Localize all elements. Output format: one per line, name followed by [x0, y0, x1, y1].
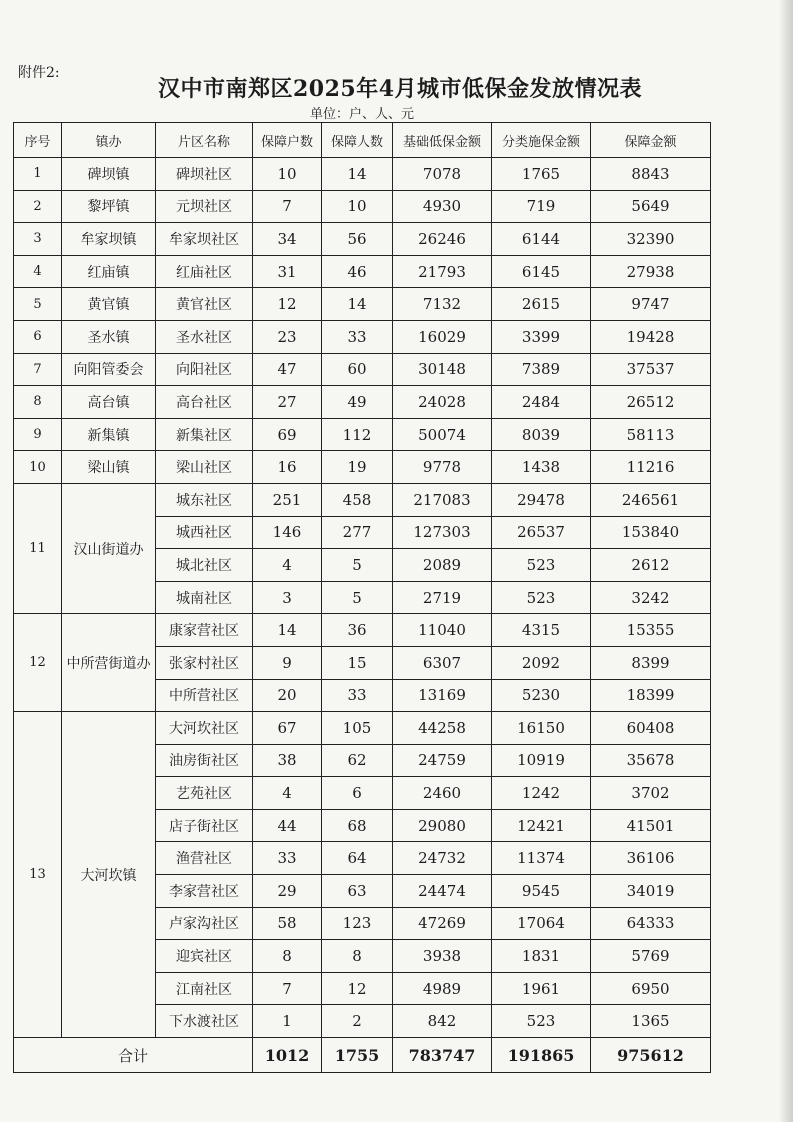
households-cell: 20 — [253, 679, 322, 712]
classified-amount-cell: 5230 — [492, 679, 591, 712]
header-cell: 分类施保金额 — [492, 123, 591, 158]
town-cell: 中所营街道办 — [62, 614, 156, 712]
table-row — [14, 353, 711, 386]
persons-cell: 12 — [322, 972, 393, 1005]
table-row — [14, 255, 711, 288]
header-cell: 镇办 — [62, 123, 156, 158]
total-amount-cell: 11216 — [591, 451, 711, 484]
classified-amount-cell: 29478 — [492, 483, 591, 516]
serial-number-cell: 2 — [14, 190, 62, 223]
households-cell: 69 — [253, 418, 322, 451]
persons-cell: 33 — [322, 679, 393, 712]
classified-amount-cell: 6145 — [492, 255, 591, 288]
table-row — [14, 190, 711, 223]
town-cell: 新集镇 — [62, 418, 156, 451]
households-cell: 44 — [253, 809, 322, 842]
header-cell: 保障金额 — [591, 123, 711, 158]
serial-number-cell: 9 — [14, 418, 62, 451]
persons-cell: 64 — [322, 842, 393, 875]
total-households: 1012 — [253, 1038, 322, 1073]
total-amount-cell: 1365 — [591, 1005, 711, 1038]
town-cell: 黎坪镇 — [62, 190, 156, 223]
base-amount-cell: 842 — [393, 1005, 492, 1038]
classified-amount-cell: 8039 — [492, 418, 591, 451]
total-amount-cell: 8843 — [591, 158, 711, 191]
serial-number-cell: 12 — [14, 614, 62, 712]
area-name-cell: 黄官社区 — [156, 288, 253, 321]
header-cell: 片区名称 — [156, 123, 253, 158]
unit-label: 单位：户、人、元 — [310, 107, 415, 122]
base-amount-cell: 3938 — [393, 940, 492, 973]
households-cell: 33 — [253, 842, 322, 875]
total-amount-cell: 153840 — [591, 516, 711, 549]
table-row — [14, 614, 711, 647]
base-amount-cell: 24474 — [393, 875, 492, 908]
area-name-cell: 城东社区 — [156, 483, 253, 516]
persons-cell: 68 — [322, 809, 393, 842]
total-amount-cell: 6950 — [591, 972, 711, 1005]
total-amount-cell: 26512 — [591, 386, 711, 419]
persons-cell: 15 — [322, 646, 393, 679]
households-cell: 29 — [253, 875, 322, 908]
base-amount-cell: 26246 — [393, 223, 492, 256]
persons-cell: 14 — [322, 158, 393, 191]
persons-cell: 14 — [322, 288, 393, 321]
total-amount-cell: 58113 — [591, 418, 711, 451]
classified-amount-cell: 1438 — [492, 451, 591, 484]
table-row — [14, 451, 711, 484]
households-cell: 38 — [253, 744, 322, 777]
area-name-cell: 碑坝社区 — [156, 158, 253, 191]
base-amount-cell: 9778 — [393, 451, 492, 484]
persons-cell: 277 — [322, 516, 393, 549]
persons-cell: 5 — [322, 549, 393, 582]
base-amount-cell: 47269 — [393, 907, 492, 940]
households-cell: 8 — [253, 940, 322, 973]
persons-cell: 60 — [322, 353, 393, 386]
base-amount-cell: 21793 — [393, 255, 492, 288]
area-name-cell: 高台社区 — [156, 386, 253, 419]
classified-amount-cell: 523 — [492, 1005, 591, 1038]
serial-number-cell: 6 — [14, 320, 62, 353]
households-cell: 47 — [253, 353, 322, 386]
base-amount-cell: 4930 — [393, 190, 492, 223]
persons-cell: 105 — [322, 712, 393, 745]
area-name-cell: 迎宾社区 — [156, 940, 253, 973]
serial-number-cell: 10 — [14, 451, 62, 484]
total-amount-cell: 37537 — [591, 353, 711, 386]
classified-amount-cell: 7389 — [492, 353, 591, 386]
area-name-cell: 渔营社区 — [156, 842, 253, 875]
persons-cell: 63 — [322, 875, 393, 908]
serial-number-cell: 5 — [14, 288, 62, 321]
base-amount-cell: 13169 — [393, 679, 492, 712]
households-cell: 7 — [253, 972, 322, 1005]
area-name-cell: 大河坎社区 — [156, 712, 253, 745]
classified-amount-cell: 523 — [492, 581, 591, 614]
base-amount-cell: 7078 — [393, 158, 492, 191]
header-cell: 基础低保金额 — [393, 123, 492, 158]
town-cell: 大河坎镇 — [62, 712, 156, 1038]
area-name-cell: 卢家沟社区 — [156, 907, 253, 940]
households-cell: 23 — [253, 320, 322, 353]
base-amount-cell: 6307 — [393, 646, 492, 679]
base-amount-cell: 30148 — [393, 353, 492, 386]
serial-number-cell: 7 — [14, 353, 62, 386]
persons-cell: 33 — [322, 320, 393, 353]
classified-amount-cell: 3399 — [492, 320, 591, 353]
table-row — [14, 483, 711, 516]
total-amount-cell: 32390 — [591, 223, 711, 256]
header-cell: 保障人数 — [322, 123, 393, 158]
base-amount-cell: 24028 — [393, 386, 492, 419]
classified-amount-cell: 2615 — [492, 288, 591, 321]
area-name-cell: 李家营社区 — [156, 875, 253, 908]
attachment-label: 附件2: — [18, 65, 60, 81]
table-row — [14, 158, 711, 191]
base-amount-cell: 24759 — [393, 744, 492, 777]
households-cell: 12 — [253, 288, 322, 321]
persons-cell: 123 — [322, 907, 393, 940]
classified-amount-cell: 17064 — [492, 907, 591, 940]
serial-number-cell: 4 — [14, 255, 62, 288]
base-amount-cell: 217083 — [393, 483, 492, 516]
town-cell: 汉山街道办 — [62, 483, 156, 613]
households-cell: 27 — [253, 386, 322, 419]
classified-amount-cell: 10919 — [492, 744, 591, 777]
total-base: 783747 — [393, 1038, 492, 1073]
classified-amount-cell: 1961 — [492, 972, 591, 1005]
total-amount-cell: 3702 — [591, 777, 711, 810]
persons-cell: 19 — [322, 451, 393, 484]
table-row — [14, 288, 711, 321]
base-amount-cell: 16029 — [393, 320, 492, 353]
area-name-cell: 新集社区 — [156, 418, 253, 451]
serial-number-cell: 11 — [14, 483, 62, 613]
households-cell: 3 — [253, 581, 322, 614]
base-amount-cell: 29080 — [393, 809, 492, 842]
classified-amount-cell: 26537 — [492, 516, 591, 549]
households-cell: 1 — [253, 1005, 322, 1038]
town-cell: 梁山镇 — [62, 451, 156, 484]
table-row — [14, 320, 711, 353]
persons-cell: 8 — [322, 940, 393, 973]
area-name-cell: 油房街社区 — [156, 744, 253, 777]
persons-cell: 458 — [322, 483, 393, 516]
persons-cell: 2 — [322, 1005, 393, 1038]
classified-amount-cell: 9545 — [492, 875, 591, 908]
total-amount: 975612 — [591, 1038, 711, 1073]
table-row — [14, 418, 711, 451]
area-name-cell: 江南社区 — [156, 972, 253, 1005]
total-amount-cell: 19428 — [591, 320, 711, 353]
persons-cell: 10 — [322, 190, 393, 223]
base-amount-cell: 2719 — [393, 581, 492, 614]
base-amount-cell: 127303 — [393, 516, 492, 549]
classified-amount-cell: 6144 — [492, 223, 591, 256]
area-name-cell: 梁山社区 — [156, 451, 253, 484]
persons-cell: 62 — [322, 744, 393, 777]
classified-amount-cell: 523 — [492, 549, 591, 582]
area-name-cell: 康家营社区 — [156, 614, 253, 647]
persons-cell: 5 — [322, 581, 393, 614]
area-name-cell: 艺苑社区 — [156, 777, 253, 810]
households-cell: 4 — [253, 777, 322, 810]
households-cell: 251 — [253, 483, 322, 516]
total-amount-cell: 3242 — [591, 581, 711, 614]
header-cell: 序号 — [14, 123, 62, 158]
area-name-cell: 中所营社区 — [156, 679, 253, 712]
households-cell: 10 — [253, 158, 322, 191]
base-amount-cell: 24732 — [393, 842, 492, 875]
base-amount-cell: 44258 — [393, 712, 492, 745]
table-row — [14, 712, 711, 745]
persons-cell: 56 — [322, 223, 393, 256]
classified-amount-cell: 1242 — [492, 777, 591, 810]
classified-amount-cell: 12421 — [492, 809, 591, 842]
classified-amount-cell: 1831 — [492, 940, 591, 973]
households-cell: 9 — [253, 646, 322, 679]
serial-number-cell: 3 — [14, 223, 62, 256]
classified-amount-cell: 4315 — [492, 614, 591, 647]
total-amount-cell: 246561 — [591, 483, 711, 516]
total-amount-cell: 15355 — [591, 614, 711, 647]
persons-cell: 6 — [322, 777, 393, 810]
table-body — [14, 158, 711, 1038]
households-cell: 34 — [253, 223, 322, 256]
total-label: 合计 — [14, 1038, 253, 1073]
serial-number-cell: 8 — [14, 386, 62, 419]
households-cell: 31 — [253, 255, 322, 288]
persons-cell: 36 — [322, 614, 393, 647]
town-cell: 向阳管委会 — [62, 353, 156, 386]
total-row — [14, 1038, 711, 1073]
total-amount-cell: 5649 — [591, 190, 711, 223]
town-cell: 黄官镇 — [62, 288, 156, 321]
total-amount-cell: 34019 — [591, 875, 711, 908]
area-name-cell: 城西社区 — [156, 516, 253, 549]
town-cell: 红庙镇 — [62, 255, 156, 288]
area-name-cell: 店子街社区 — [156, 809, 253, 842]
total-classified: 191865 — [492, 1038, 591, 1073]
total-amount-cell: 8399 — [591, 646, 711, 679]
households-cell: 67 — [253, 712, 322, 745]
base-amount-cell: 50074 — [393, 418, 492, 451]
area-name-cell: 下水渡社区 — [156, 1005, 253, 1038]
total-amount-cell: 35678 — [591, 744, 711, 777]
households-cell: 146 — [253, 516, 322, 549]
table-row — [14, 223, 711, 256]
scan-edge — [779, 0, 793, 1122]
households-cell: 4 — [253, 549, 322, 582]
total-amount-cell: 2612 — [591, 549, 711, 582]
serial-number-cell: 13 — [14, 712, 62, 1038]
persons-cell: 46 — [322, 255, 393, 288]
households-cell: 14 — [253, 614, 322, 647]
total-amount-cell: 60408 — [591, 712, 711, 745]
base-amount-cell: 2460 — [393, 777, 492, 810]
total-amount-cell: 27938 — [591, 255, 711, 288]
classified-amount-cell: 2484 — [492, 386, 591, 419]
town-cell: 圣水镇 — [62, 320, 156, 353]
area-name-cell: 向阳社区 — [156, 353, 253, 386]
base-amount-cell: 11040 — [393, 614, 492, 647]
total-amount-cell: 18399 — [591, 679, 711, 712]
header-cell: 保障户数 — [253, 123, 322, 158]
area-name-cell: 张家村社区 — [156, 646, 253, 679]
area-name-cell: 城北社区 — [156, 549, 253, 582]
header-row — [14, 123, 711, 158]
table-row — [14, 386, 711, 419]
total-persons: 1755 — [322, 1038, 393, 1073]
area-name-cell: 元坝社区 — [156, 190, 253, 223]
base-amount-cell: 2089 — [393, 549, 492, 582]
persons-cell: 49 — [322, 386, 393, 419]
area-name-cell: 牟家坝社区 — [156, 223, 253, 256]
base-amount-cell: 7132 — [393, 288, 492, 321]
households-cell: 7 — [253, 190, 322, 223]
classified-amount-cell: 719 — [492, 190, 591, 223]
classified-amount-cell: 11374 — [492, 842, 591, 875]
total-amount-cell: 36106 — [591, 842, 711, 875]
persons-cell: 112 — [322, 418, 393, 451]
area-name-cell: 红庙社区 — [156, 255, 253, 288]
total-amount-cell: 9747 — [591, 288, 711, 321]
total-amount-cell: 5769 — [591, 940, 711, 973]
serial-number-cell: 1 — [14, 158, 62, 191]
households-cell: 58 — [253, 907, 322, 940]
total-amount-cell: 64333 — [591, 907, 711, 940]
town-cell: 碑坝镇 — [62, 158, 156, 191]
total-amount-cell: 41501 — [591, 809, 711, 842]
base-amount-cell: 4989 — [393, 972, 492, 1005]
classified-amount-cell: 2092 — [492, 646, 591, 679]
households-cell: 16 — [253, 451, 322, 484]
allowance-table — [13, 122, 711, 1073]
document-title: 汉中市南郑区2025年4月城市低保金发放情况表 — [157, 76, 643, 102]
classified-amount-cell: 16150 — [492, 712, 591, 745]
town-cell: 高台镇 — [62, 386, 156, 419]
classified-amount-cell: 1765 — [492, 158, 591, 191]
area-name-cell: 城南社区 — [156, 581, 253, 614]
town-cell: 牟家坝镇 — [62, 223, 156, 256]
area-name-cell: 圣水社区 — [156, 320, 253, 353]
